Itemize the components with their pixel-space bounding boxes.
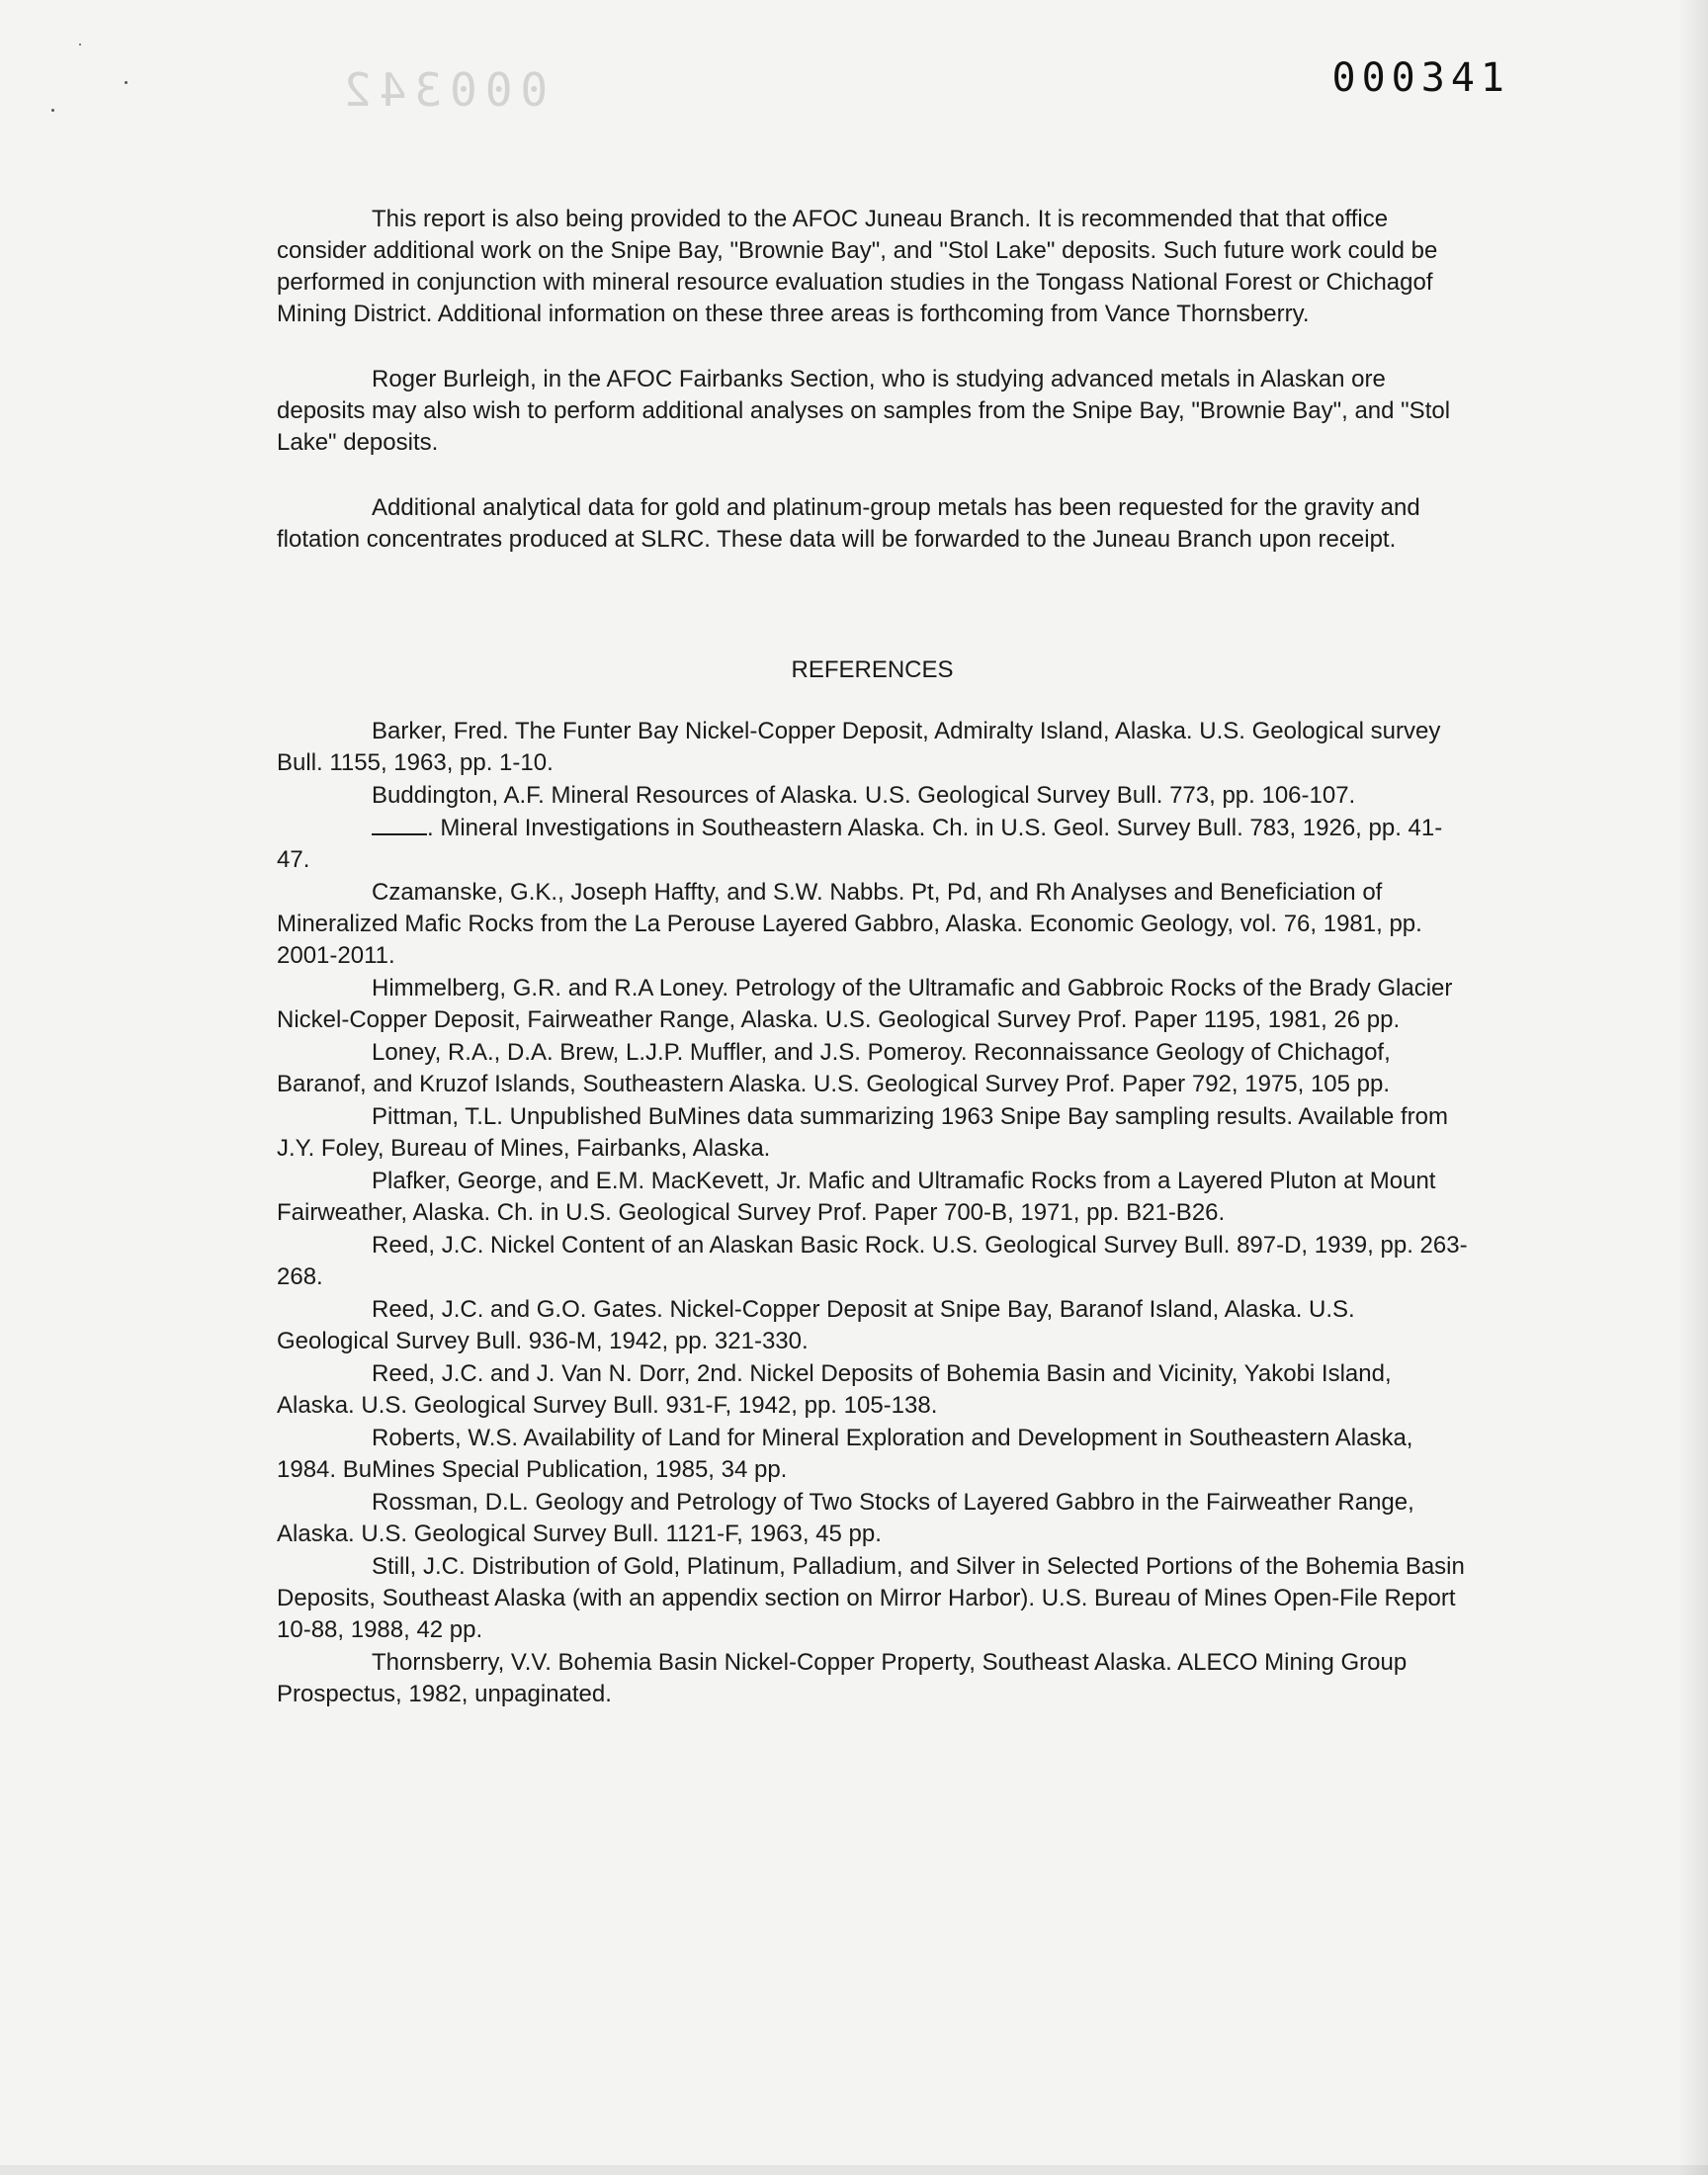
reference-item: Reed, J.C. and J. Van N. Dorr, 2nd. Nickel Deposits of Bohemia Basin and Vicinity, Yakobi Island, Alaska. U.S. Geological Survey Bull. 931-F, 1942, pp. 105-138.	[277, 1360, 1392, 1419]
body-paragraph: This report is also being provided to the AFOC Juneau Branch. It is recommended that that office consider additional work on the Snipe Bay, "Brownie Bay", and "Stol Lake" deposits. Such future work could be performed in conjunction with mineral resource evaluation studies in the Tongass National Forest or Chichagof Mining District. Additional information on these three areas is forthcoming from Vance Thornsberry.	[277, 206, 1438, 327]
reference-item: Plafker, George, and E.M. MacKevett, Jr. Mafic and Ultramafic Rocks from a Layered Pluton at Mount Fairweather, Alaska. Ch. in U.S. Geological Survey Prof. Paper 700-B, 1971, pp. B21-B26.	[277, 1168, 1436, 1226]
scan-speck	[125, 81, 128, 84]
references-list	[277, 716, 1468, 1710]
reference-item: Thornsberry, V.V. Bohemia Basin Nickel-Copper Property, Southeast Alaska. ALECO Mining Group Prospectus, 1982, unpaginated.	[277, 1649, 1408, 1707]
reference-item: Himmelberg, G.R. and R.A Loney. Petrology of the Ultramafic and Gabbroic Rocks of the Brady Glacier Nickel-Copper Deposit, Fairweather Range, Alaska. U.S. Geological Survey Prof. Paper 1195, 1981, 26 pp.	[277, 975, 1453, 1033]
reference-item: Czamanske, G.K., Joseph Haffty, and S.W. Nabbs. Pt, Pd, and Rh Analyses and Beneficiation of Mineralized Mafic Rocks from the La Perouse Layered Gabbro, Alaska. Economic Geology, vol. 76, 1981, pp. 2001-2011.	[277, 879, 1422, 969]
bleed-through-page-number: 000342	[336, 63, 549, 117]
reference-item: Barker, Fred. The Funter Bay Nickel-Copper Deposit, Admiralty Island, Alaska. U.S. Geological survey Bull. 1155, 1963, pp. 1-10.	[277, 718, 1441, 776]
reference-item	[277, 813, 1468, 876]
reference-item: Still, J.C. Distribution of Gold, Platinum, Palladium, and Silver in Selected Portions of the Bohemia Basin Deposits, Southeast Alaska (with an appendix section on Mirror Harbor). U.S. Bureau of Mines Open-File Report 10-88, 1988, 42 pp.	[277, 1553, 1465, 1643]
page-number: 000341	[1331, 55, 1510, 101]
reference-item: Reed, J.C. and G.O. Gates. Nickel-Copper Deposit at Snipe Bay, Baranof Island, Alaska. U.S. Geological Survey Bull. 936-M, 1942, pp. 321-330.	[277, 1296, 1355, 1354]
body-paragraph: Additional analytical data for gold and platinum-group metals has been requested for the gravity and flotation concentrates produced at SLRC. These data will be forwarded to the Juneau Branch upon receipt.	[277, 494, 1420, 553]
reference-item: Rossman, D.L. Geology and Petrology of Two Stocks of Layered Gabbro in the Fairweather Range, Alaska. U.S. Geological Survey Bull. 1121-F, 1963, 45 pp.	[277, 1489, 1414, 1547]
body-paragraph: Roger Burleigh, in the AFOC Fairbanks Section, who is studying advanced metals in Alaskan ore deposits may also wish to perform additional analyses on samples from the Snipe Bay, "Brownie Bay", and "Stol Lake" deposits.	[277, 366, 1451, 456]
page-content	[277, 204, 1468, 1711]
ditto-author-line	[372, 814, 427, 835]
references-heading: REFERENCES	[791, 656, 954, 683]
reference-item: Pittman, T.L. Unpublished BuMines data summarizing 1963 Snipe Bay sampling results. Available from J.Y. Foley, Bureau of Mines, Fairbanks, Alaska.	[277, 1103, 1449, 1162]
reference-item: Reed, J.C. Nickel Content of an Alaskan Basic Rock. U.S. Geological Survey Bull. 897-D, 1939, pp. 263-268.	[277, 1232, 1468, 1290]
reference-item: Roberts, W.S. Availability of Land for Mineral Exploration and Development in Southeastern Alaska, 1984. BuMines Special Publication, 1985, 34 pp.	[277, 1425, 1413, 1483]
scan-speck	[51, 109, 54, 112]
scan-page-edge	[1678, 0, 1708, 2175]
reference-item: Buddington, A.F. Mineral Resources of Alaska. U.S. Geological Survey Bull. 773, pp. 106-107.	[372, 782, 1356, 809]
reference-text: . Mineral Investigations in Southeastern Alaska. Ch. in U.S. Geol. Survey Bull. 783, 1926, pp. 41-47.	[277, 815, 1443, 873]
scan-speck	[79, 44, 81, 45]
reference-item: Loney, R.A., D.A. Brew, L.J.P. Muffler, and J.S. Pomeroy. Reconnaissance Geology of Chichagof, Baranof, and Kruzof Islands, Southeastern Alaska. U.S. Geological Survey Prof. Paper 792, 1975, 105 pp.	[277, 1039, 1391, 1097]
scan-bottom-edge	[0, 2165, 1708, 2175]
